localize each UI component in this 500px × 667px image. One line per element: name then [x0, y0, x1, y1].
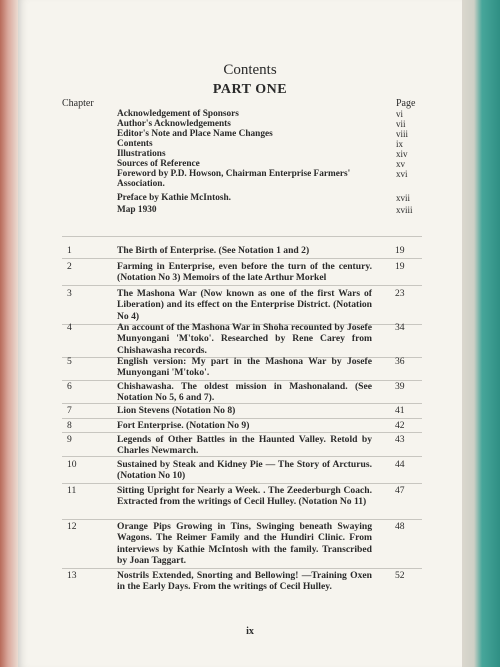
- chapter-number: 9: [67, 434, 72, 445]
- front-matter-page: xiv: [396, 149, 408, 159]
- row-divider: [62, 403, 422, 404]
- chapter-number: 6: [67, 381, 72, 392]
- chapter-page: 19: [395, 245, 405, 256]
- row-divider: [62, 568, 422, 569]
- row-divider: [62, 432, 422, 433]
- chapter-page: 39: [395, 381, 405, 392]
- row-divider: [62, 456, 422, 457]
- front-matter-page: ix: [396, 139, 404, 149]
- chapter-title: Nostrils Extended, Snorting and Bellowing! —Training Oxen in the Early Days. From the writings of Cecil Hulley.: [117, 570, 372, 593]
- front-matter-label: Author's Acknowledgements: [117, 119, 231, 129]
- chapter-number: 8: [67, 420, 72, 431]
- chapter-page: 48: [395, 521, 405, 532]
- chapter-title: The Birth of Enterprise. (See Notation 1 and 2): [117, 245, 310, 256]
- front-matter-page: xviii: [396, 205, 413, 215]
- chapter-title: Sitting Upright for Nearly a Week. . The Zeederburgh Coach. Extracted from the writings of Cecil Hulley. (Notation No 11): [117, 485, 372, 508]
- row-divider: [62, 483, 422, 484]
- row-divider: [62, 285, 422, 286]
- front-matter-label: Map 1930: [117, 205, 157, 215]
- chapter-page: 23: [395, 288, 405, 299]
- row-divider: [62, 258, 422, 259]
- chapter-number: 11: [67, 485, 77, 496]
- chapter-title: The Mashona War (Now known as one of the first Wars of Liberation) and its effect on the Enterprise District. (Notation No 4): [117, 288, 372, 322]
- chapter-title: Lion Stevens (Notation No 8): [117, 405, 236, 416]
- book-spine-left: [0, 0, 20, 667]
- chapter-page: 42: [395, 420, 405, 431]
- chapter-title: Legends of Other Battles in the Haunted Valley. Retold by Charles Newmarch.: [117, 434, 372, 457]
- chapter-page: 34: [395, 322, 405, 333]
- book-cover-edge-right: [460, 0, 500, 667]
- page-column-header: Page: [396, 98, 416, 109]
- front-matter-label: Illustrations: [117, 149, 166, 159]
- chapter-number: 5: [67, 356, 72, 367]
- chapter-title: Fort Enterprise. (Notation No 9): [117, 420, 250, 431]
- front-matter-label: Editor's Note and Place Name Changes: [117, 129, 273, 139]
- chapter-title: Orange Pips Growing in Tins, Swinging beneath Swaying Wagons. The Reimer Family and the Hundiri Clinic. From interviews by Kathie McIntosh with the family. Transcribed by Joan Taggart.: [117, 521, 372, 566]
- front-matter-page: xv: [396, 159, 405, 169]
- front-matter-label: Sources of Reference: [117, 159, 200, 169]
- chapter-number: 3: [67, 288, 72, 299]
- chapter-page: 19: [395, 261, 405, 272]
- chapter-page: 36: [395, 356, 405, 367]
- chapter-number: 12: [67, 521, 77, 532]
- front-matter-label: Acknowledgement of Sponsors: [117, 109, 239, 119]
- part-heading: PART ONE: [212, 82, 288, 97]
- chapter-number: 2: [67, 261, 72, 272]
- chapter-column-header: Chapter: [62, 98, 94, 109]
- front-matter-label: Preface by Kathie McIntosh.: [117, 193, 231, 203]
- chapter-page: 41: [395, 405, 405, 416]
- front-matter-page: viii: [396, 129, 409, 139]
- front-matter-page: vii: [396, 119, 406, 129]
- contents-heading: Contents: [223, 62, 277, 78]
- chapter-number: 7: [67, 405, 72, 416]
- chapter-number: 1: [67, 245, 72, 256]
- chapter-number: 10: [67, 459, 77, 470]
- chapter-title: Farming in Enterprise, even before the turn of the century. (Notation No 3) Memoirs of the late Arthur Morkel: [117, 261, 372, 284]
- chapter-title: English version: My part in the Mashona War by Josefe Munyongani 'M'toko'.: [117, 356, 372, 379]
- front-matter-page: xvii: [396, 193, 411, 203]
- chapter-page: 43: [395, 434, 405, 445]
- front-matter-label: Foreword by P.D. Howson, Chairman Enterprise Farmers' Association.: [117, 169, 351, 189]
- front-matter-page: xvi: [396, 169, 408, 179]
- chapter-title: An account of the Mashona War in Shoha recounted by Josefe Munyongani 'M'toko'. Researched by Rene Carey from Chishawasha records.: [117, 322, 372, 356]
- section-divider: [62, 236, 422, 237]
- chapter-page: 52: [395, 570, 405, 581]
- chapter-page: 47: [395, 485, 405, 496]
- chapter-page: 44: [395, 459, 405, 470]
- chapter-number: 13: [67, 570, 77, 581]
- page-folio: ix: [246, 626, 254, 637]
- row-divider: [62, 519, 422, 520]
- front-matter-page: vi: [396, 109, 404, 119]
- chapter-title: Sustained by Steak and Kidney Pie — The Story of Arcturus. (Notation No 10): [117, 459, 372, 482]
- chapter-number: 4: [67, 322, 72, 333]
- front-matter-label: Contents: [117, 139, 153, 149]
- chapter-title: Chishawasha. The oldest mission in Mashonaland. (See Notation No 5, 6 and 7).: [117, 381, 372, 404]
- row-divider: [62, 418, 422, 419]
